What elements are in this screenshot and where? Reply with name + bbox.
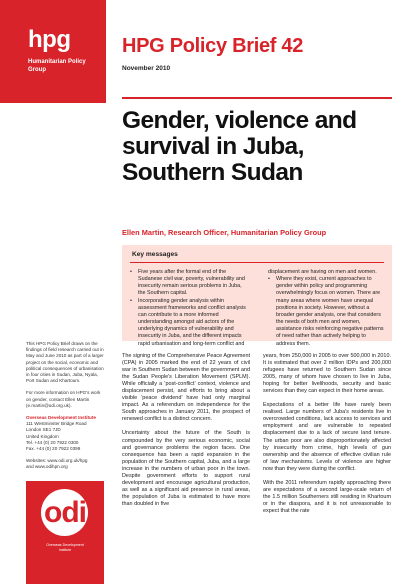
key-messages-heading: Key messages (132, 251, 178, 258)
body-paragraph: The signing of the Comprehensive Peace Agreement (CPA) in 2005 marked the end of 22 years of civil war in Southern Sudan between the government and the Sudan People's Liberation Movement (SPLM). While officially a ‘post-conflict’ context, violence and displacement persist, and efforts to bring about a visible ‘peace dividend’ have had only marginal impact. As a referendum on independence for the South approaches in January 2011, the prospect of renewed conflict is a distinct concern. (122, 353, 250, 423)
sidebar-websites (26, 458, 104, 470)
website-line: Websites: www.odi.org.uk/hpg (26, 458, 88, 464)
hpg-logo-acronym: hpg (28, 26, 71, 53)
publication-date: November 2010 (122, 65, 171, 72)
sidebar-intro: This HPG Policy Brief draws on the findings of field research carried out in May and June 2010 as part of a larger project on the social, economic and political consequences of urbanisation in four cities in Sudan, Juba, Nyala, Port Sudan and Khartoum. (26, 341, 104, 384)
hpg-logo (0, 0, 106, 103)
sidebar-address (26, 421, 104, 452)
hpg-logo-name: Humanitarian Policy Group (28, 59, 86, 73)
key-message-item: • Where they exist, current approaches to gender within policy and programming overwhelmingly focus on women. There are many areas where women have unequal positions in society. However, without a broader gender analysis, one that considers the needs of both men and women, assistance risks reinforcing negative patterns of need rather than actively helping to address them. (268, 276, 386, 348)
odi-logo-name-line: Institute (58, 547, 72, 552)
address-line: United Kingdom (26, 433, 59, 439)
key-message-item: • Five years after the formal end of the Sudanese civil war, poverty, vulnerability and insecurity remain serious problems in Juba, the Southern capital. (130, 269, 248, 298)
body-paragraph: years, from 250,000 in 2005 to over 500,000 in 2010. It is estimated that over 2 million IDPs and 200,000 refugees have returned to Southern Sudan since 2005, many of whom have chosen to live in Juba, hoping for better livelihoods, security and basic services than they can expect in their home areas. (263, 353, 391, 395)
sidebar-contact: For more information on HPG's work on gender, contact Ellen Martin (e.martin@odi.org.uk). (26, 390, 101, 408)
body-paragraph: With the 2011 referendum rapidly approaching there are expectations of a second large-scale return of the 1.5 million Southerners still residing in Khartoum or in the diaspora, and it is not unreasonable to expect that the rate (263, 479, 391, 514)
series-title: HPG Policy Brief 42 (122, 35, 304, 57)
address-line: 111 Westminster Bridge Road (26, 421, 87, 427)
key-message-item: • Incorporating gender analysis within assessment frameworks and conflict analysis can contribute to a more informed understanding amongst aid actors of the underlying dynamics of vulnerability and insecurity in Juba, and the different impacts rapid urbanisation and long-term conflict and (130, 298, 248, 348)
author-line: Ellen Martin, Research Officer, Humanitarian Policy Group (122, 228, 327, 237)
address-line: London SE1 7JD (26, 427, 61, 433)
document-title: Gender, violence and survival in Juba, Southern Sudan (122, 107, 357, 186)
odi-logo (26, 481, 104, 584)
address-line: Fax. +44 (0) 20 7922 0399 (26, 446, 81, 452)
key-messages-column-2 (268, 251, 386, 348)
key-message-continuation: displacement are having on men and women. (268, 269, 377, 275)
address-line: Tel. +44 (0) 20 7922 0300 (26, 439, 79, 445)
odi-logo-name-line: Overseas Development (46, 543, 84, 547)
odi-logo-letters: odi (44, 496, 86, 529)
left-sidebar (0, 0, 106, 584)
sidebar-info (26, 341, 104, 471)
key-messages-box (122, 245, 392, 347)
odi-logo-name (30, 543, 100, 552)
body-column-1 (122, 353, 250, 515)
sidebar-org-name: Overseas Development Institute (26, 415, 96, 421)
header-divider (122, 97, 392, 99)
body-column-2 (263, 353, 391, 522)
website-line: and www.odihpn.org (26, 464, 68, 470)
body-paragraph: Uncertainty about the future of the South is compounded by the very serious economic, social and governance problems the region faces. One consequence has been a rapid expansion in the population of the Southern capital, Juba, and a large increase in the numbers of urban poor in the town. Despite government efforts to support rural development and encourage agricultural production, as well as a significant aid presence in rural areas, the population of Juba is estimated to have more than doubled in five (122, 430, 250, 507)
key-messages-column-1 (130, 269, 248, 348)
body-paragraph: Expectations of a better life have rarely been realised. Large numbers of Juba's residents live in overcrowded conditions, lack access to services and employment and are vulnerable to repeated displacement due to a lack of secure land tenure. The urban poor are also disproportionately affected by insecurity from crime, high levels of gun ownership and the absence of effective civilian rule of law mechanisms. Levels of violence are higher now than they were during the conflict. (263, 402, 391, 472)
